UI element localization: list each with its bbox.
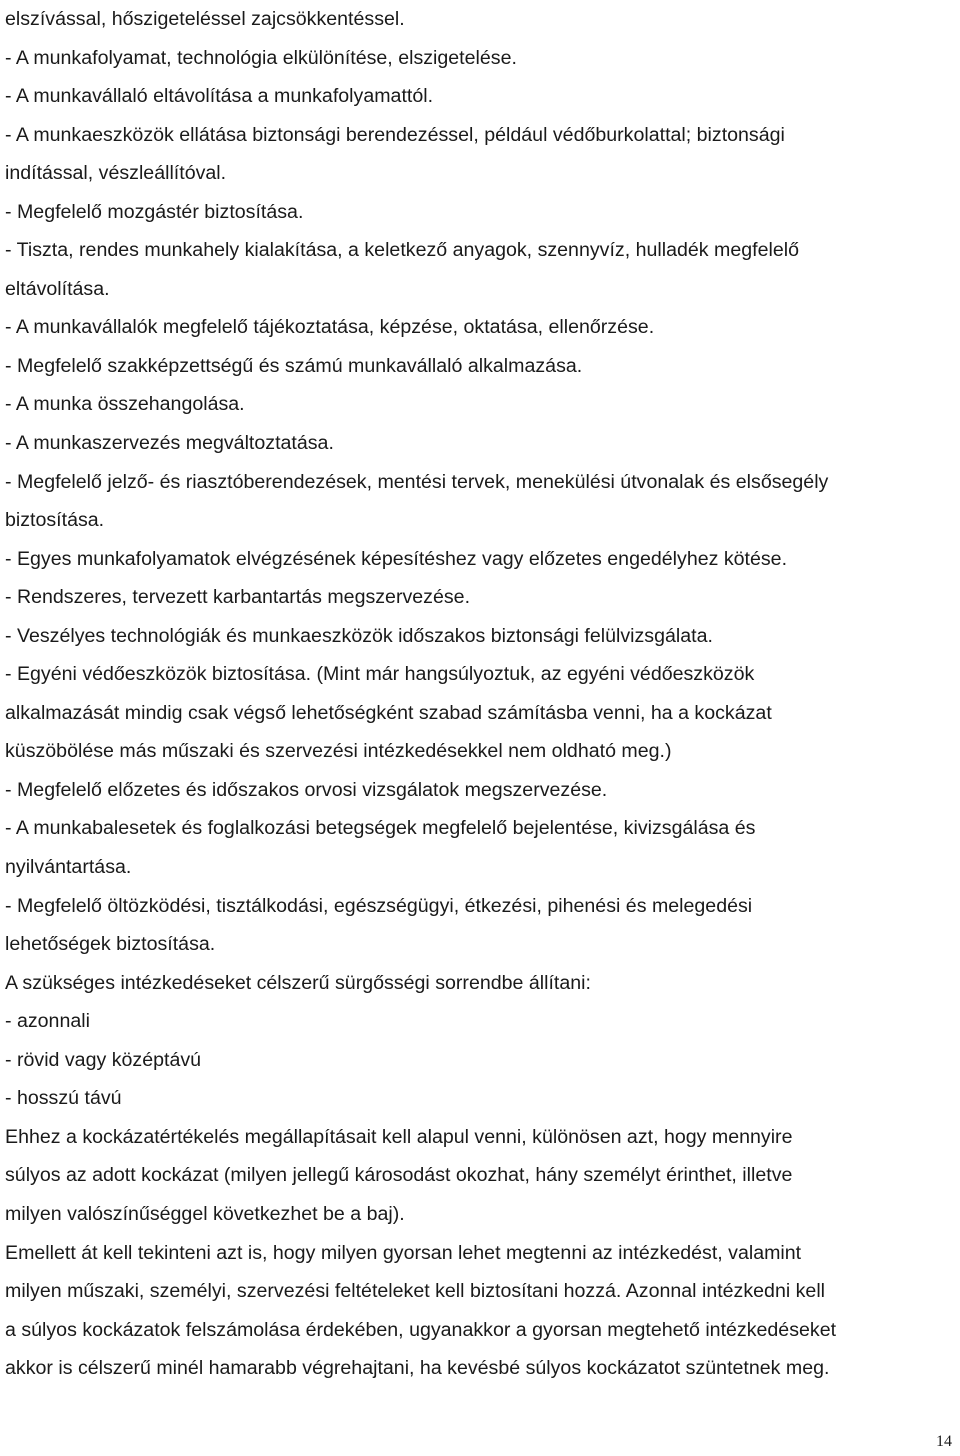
text-line: eltávolítása. <box>5 277 110 300</box>
text-line: akkor is célszerű minél hamarabb végrehajtani, ha kevésbé súlyos kockázatot szüntetnek meg. <box>5 1357 830 1380</box>
text-line: - A munkabalesetek és foglalkozási betegségek megfelelő bejelentése, kivizsgálása és <box>5 817 756 840</box>
text-line: lehetőségek biztosítása. <box>5 933 216 956</box>
text-line: alkalmazását mindig csak végső lehetőségként szabad számításba venni, ha a kockázat <box>5 701 772 724</box>
page-number: 14 <box>936 1433 952 1450</box>
text-line: - A munkavállalók megfelelő tájékoztatása, képzése, oktatása, ellenőrzése. <box>5 316 655 339</box>
text-line: - A munkaeszközök ellátása biztonsági berendezéssel, például védőburkolattal; biztonsági <box>5 123 785 146</box>
text-line: milyen valószínűséggel következhet be a baj). <box>5 1202 405 1225</box>
text-line: milyen műszaki, személyi, szervezési feltételeket kell biztosítani hozzá. Azonnal intézkedni kell <box>5 1280 826 1303</box>
text-line: - hosszú távú <box>5 1087 122 1110</box>
text-line: elszívással, hőszigeteléssel zajcsökkentéssel. <box>5 8 405 30</box>
text-line: - Megfelelő jelző- és riasztóberendezések, mentési tervek, menekülési útvonalak és elsősegély <box>5 470 829 493</box>
text-line: - Megfelelő előzetes és időszakos orvosi vizsgálatok megszervezése. <box>5 778 608 801</box>
text-line: - Tiszta, rendes munkahely kialakítása, a keletkező anyagok, szennyvíz, hulladék megfelelő <box>5 239 799 262</box>
body-text <box>5 0 953 1388</box>
text-line: indítással, vészleállítóval. <box>5 162 227 185</box>
text-line: Emellett át kell tekinteni azt is, hogy milyen gyorsan lehet megtenni az intézkedést, valamint <box>5 1241 802 1264</box>
text-line: - rövid vagy középtávú <box>5 1048 202 1071</box>
text-line: súlyos az adott kockázat (milyen jellegű károsodást okozhat, hány személyt érinthet, illetve <box>5 1164 793 1187</box>
text-line: A szükséges intézkedéseket célszerű sürgősségi sorrendbe állítani: <box>5 971 591 994</box>
text-line: - A munkaszervezés megváltoztatása. <box>5 432 334 455</box>
text-line: - Megfelelő öltözködési, tisztálkodási, egészségügyi, étkezési, pihenési és melegedési <box>5 894 753 917</box>
text-line: küszöbölése más műszaki és szervezési intézkedésekkel nem oldható meg.) <box>5 740 672 763</box>
text-line: biztosítása. <box>5 509 105 532</box>
text-line: - Egyes munkafolyamatok elvégzésének képesítéshez vagy előzetes engedélyhez kötése. <box>5 547 788 570</box>
text-line: - azonnali <box>5 1010 90 1033</box>
text-line: - A munkavállaló eltávolítása a munkafolyamattól. <box>5 85 434 108</box>
text-line: Ehhez a kockázatértékelés megállapításait kell alapul venni, különösen azt, hogy mennyire <box>5 1125 793 1148</box>
text-line: - Egyéni védőeszközök biztosítása. (Mint már hangsúlyoztuk, az egyéni védőeszközök <box>5 663 755 686</box>
text-line: - Megfelelő szakképzettségű és számú munkavállaló alkalmazása. <box>5 354 583 377</box>
text-line: - Rendszeres, tervezett karbantartás megszervezése. <box>5 586 471 609</box>
text-line: a súlyos kockázatok felszámolása érdekében, ugyanakkor a gyorsan megtehető intézkedéseket <box>5 1318 837 1341</box>
text-line: - A munka összehangolása. <box>5 393 245 416</box>
text-line: nyilvántartása. <box>5 856 132 879</box>
text-line: - A munkafolyamat, technológia elkülönítése, elszigetelése. <box>5 46 517 69</box>
text-line: - Veszélyes technológiák és munkaeszközök időszakos biztonsági felülvizsgálata. <box>5 624 713 647</box>
text-line: - Megfelelő mozgástér biztosítása. <box>5 200 304 223</box>
